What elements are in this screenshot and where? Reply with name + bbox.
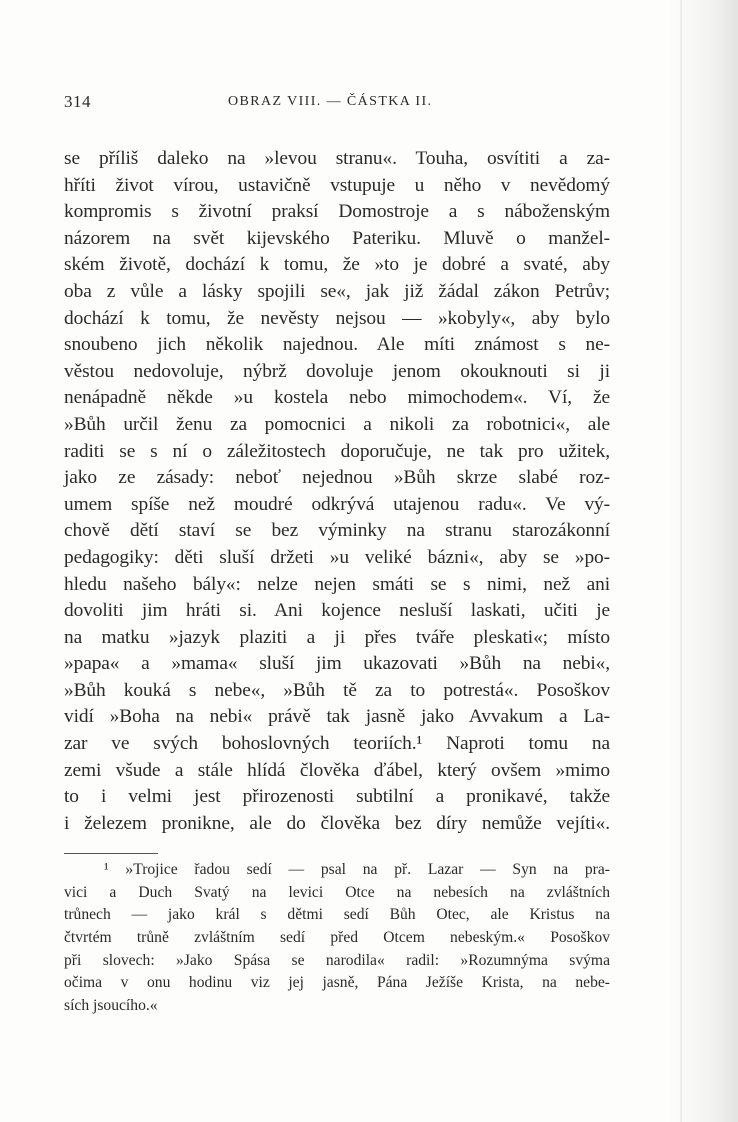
footnotes bbox=[64, 859, 610, 1018]
footnote-separator bbox=[64, 853, 158, 854]
page-edge bbox=[680, 0, 682, 1122]
text-line: ském životě, dochází k tomu, že »to je dobré a svaté, aby bbox=[64, 254, 610, 276]
text-line: hříti život vírou, ustavičně vstupuje u něho v nevědomý bbox=[64, 174, 610, 196]
text-line: nenápadně někde »u kostela nebo mimochodem«. Ví, že bbox=[64, 387, 610, 409]
text-line: »Bůh určil ženu za pomocnici a nikoli za robotnici«, ale bbox=[64, 413, 610, 435]
text-line: kompromis s životní praksí Domostroje a s náboženským bbox=[64, 201, 610, 223]
footnote-line: vici a Duch Svatý na levici Otce na nebesích na zvláštních bbox=[64, 883, 610, 901]
footnote-line: trůnech — jako král s dětmi sedí Bůh Otec, ale Kristus na bbox=[64, 906, 610, 924]
text-line: vidí »Boha na nebi« právě tak jasně jako Avvakum a La- bbox=[64, 706, 610, 728]
text-line: názorem na svět kijevského Pateriku. Mluvě o manžel- bbox=[64, 227, 610, 249]
page-header bbox=[64, 92, 610, 118]
text-line: oba z vůle a lásky spojili se«, jak již žádal zákon Petrův; bbox=[64, 280, 610, 302]
text-line: »papa« a »mama« sluší jim ukazovati »Bůh na nebi«, bbox=[64, 653, 610, 675]
footnote-line: očima v onu hodinu viz jej jasně, Pána Ježíše Krista, na nebe- bbox=[64, 974, 610, 992]
text-line: dochází k tomu, že nevěsty nejsou — »kobyly«, aby bylo bbox=[64, 307, 610, 329]
text-line: jako ze zásady: neboť nejednou »Bůh skrze slabé roz- bbox=[64, 467, 610, 489]
text-line: »Bůh kouká s nebe«, »Bůh tě za to potrestá«. Posoškov bbox=[64, 679, 610, 701]
text-line: na matku »jazyk plaziti a ji přes tváře pleskati«; místo bbox=[64, 626, 610, 648]
footnote-line: sích jsoucího.« bbox=[64, 997, 158, 1015]
footnote-line: ¹ »Trojice řadou sedí — psal na př. Lazar — Syn na pra- bbox=[104, 861, 610, 878]
text-line: umem spíše než moudré odkrývá utajenou radu«. Ve vý- bbox=[64, 493, 610, 515]
text-line: se příliš daleko na »levou stranu«. Touha, osvítiti a za- bbox=[64, 148, 610, 169]
page-number: 314 bbox=[64, 92, 91, 111]
text-line: to i velmi jest přirozenosti subtilní a pronikavé, takže bbox=[64, 786, 610, 808]
text-line: raditi se s ní o záležitostech doporučuje, ne tak pro užitek, bbox=[64, 440, 610, 462]
text-line: zemi všude a stále hlídá člověka ďábel, který ovšem »mimo bbox=[64, 759, 610, 781]
text-line: i železem pronikne, ale do člověka bez díry nemůže vejíti«. bbox=[64, 812, 610, 834]
text-line: snoubeno jich několik najednou. Ale míti známost s ne- bbox=[64, 334, 610, 356]
running-head: OBRAZ VIII. — ČÁSTKA II. bbox=[228, 94, 433, 109]
text-line: pedagogiky: děti sluší držeti »u veliké bázni«, aby se »po- bbox=[64, 546, 610, 568]
body-text bbox=[64, 146, 610, 837]
text-line: dovoliti jim hráti si. Ani kojence nesluší laskati, učiti je bbox=[64, 600, 610, 622]
text-line: věstou nedovoluje, nýbrž dovoluje jenom okouknouti si ji bbox=[64, 360, 610, 382]
footnote-line: čtvrtém trůně zvláštním sedí před Otcem nebeským.« Posoškov bbox=[64, 929, 610, 947]
text-line: chově dětí staví se bez výminky na stranu starozákonní bbox=[64, 520, 610, 542]
text-line: zar ve svých bohoslovných teoriích.¹ Naproti tomu na bbox=[64, 733, 610, 755]
text-line: hledu našeho bály«: nelze nejen smáti se s nimi, než ani bbox=[64, 573, 610, 595]
footnote-line: při slovech: »Jako Spása se narodila« radil: »Rozumnýma svýma bbox=[64, 951, 610, 969]
page-gutter-shadow bbox=[668, 0, 738, 1122]
